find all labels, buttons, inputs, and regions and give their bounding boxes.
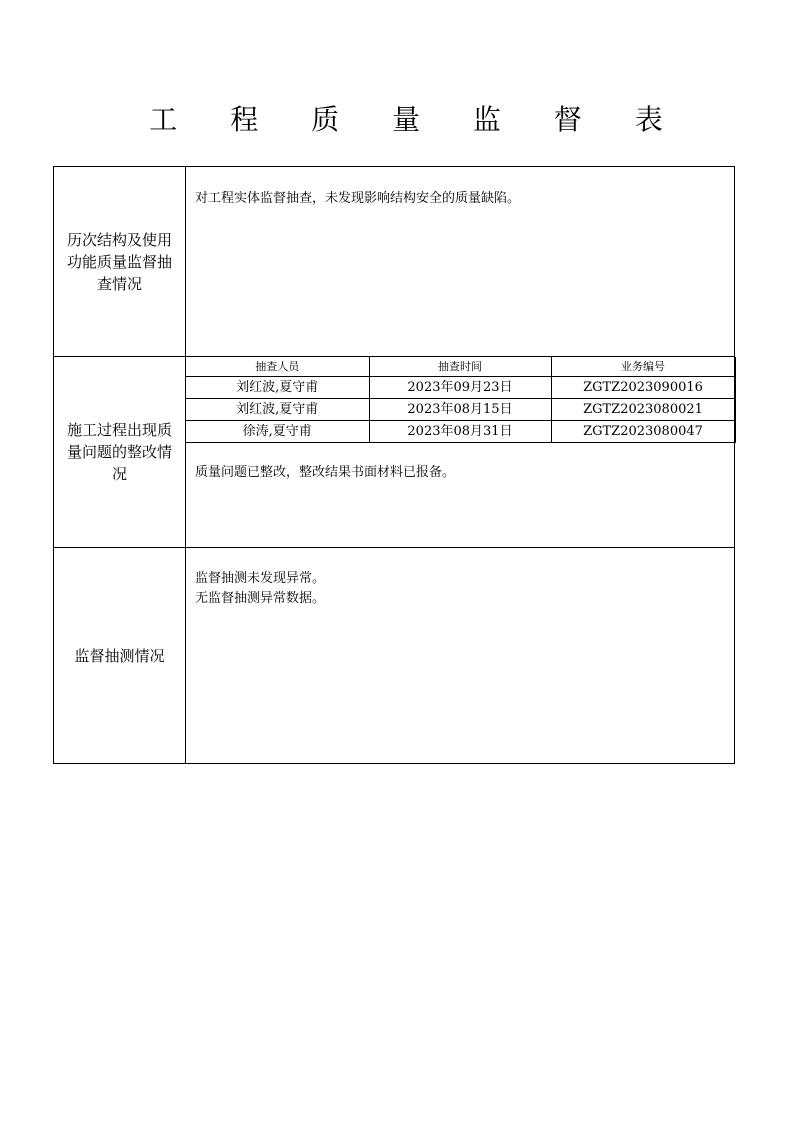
section-structure-inspection: [54, 167, 734, 357]
cell-inspection-date: 2023年08月15日: [369, 399, 551, 421]
text-line: 质量问题已整改，整改结果书面材料已报备。: [195, 465, 456, 480]
text-line: 无监督抽测异常数据。: [195, 591, 326, 606]
section-content: [186, 357, 734, 547]
section-text: [195, 569, 725, 609]
cell-business-number: ZGTZ2023090016: [551, 377, 735, 399]
cell-inspector: 徐涛,夏守甫: [186, 421, 369, 443]
table-row: [186, 399, 735, 421]
section-sampling-test: [54, 548, 734, 764]
table-row: [186, 377, 735, 399]
header-inspector: 抽查人员: [186, 357, 369, 377]
section-rectification: [54, 357, 734, 548]
section-content: [186, 167, 734, 356]
cell-inspection-date: 2023年09月23日: [369, 377, 551, 399]
document-title: 工 程 质 量 监 督 表: [149, 103, 685, 136]
header-business-number: 业务编号: [551, 357, 735, 377]
section-content: [186, 548, 734, 764]
cell-business-number: ZGTZ2023080021: [551, 399, 735, 421]
section-label: 历次结构及使用功能质量监督抽查情况: [54, 167, 186, 356]
section-label: 监督抽测情况: [54, 548, 186, 764]
cell-business-number: ZGTZ2023080047: [551, 421, 735, 443]
table-row: [186, 421, 735, 443]
cell-inspection-date: 2023年08月31日: [369, 421, 551, 443]
text-line: 监督抽测未发现异常。: [195, 571, 326, 586]
inspection-record-table: [186, 357, 736, 443]
cell-inspector: 刘红波,夏守甫: [186, 377, 369, 399]
section-label: 施工过程出现质量问题的整改情况: [54, 357, 186, 547]
section-text: [195, 463, 725, 483]
cell-inspector: 刘红波,夏守甫: [186, 399, 369, 421]
supervision-table: [53, 166, 735, 764]
section-text: [195, 189, 725, 209]
header-inspection-date: 抽查时间: [369, 357, 551, 377]
text-line: 对工程实体监督抽查，未发现影响结构安全的质量缺陷。: [195, 191, 521, 206]
table-header-row: [186, 357, 735, 377]
